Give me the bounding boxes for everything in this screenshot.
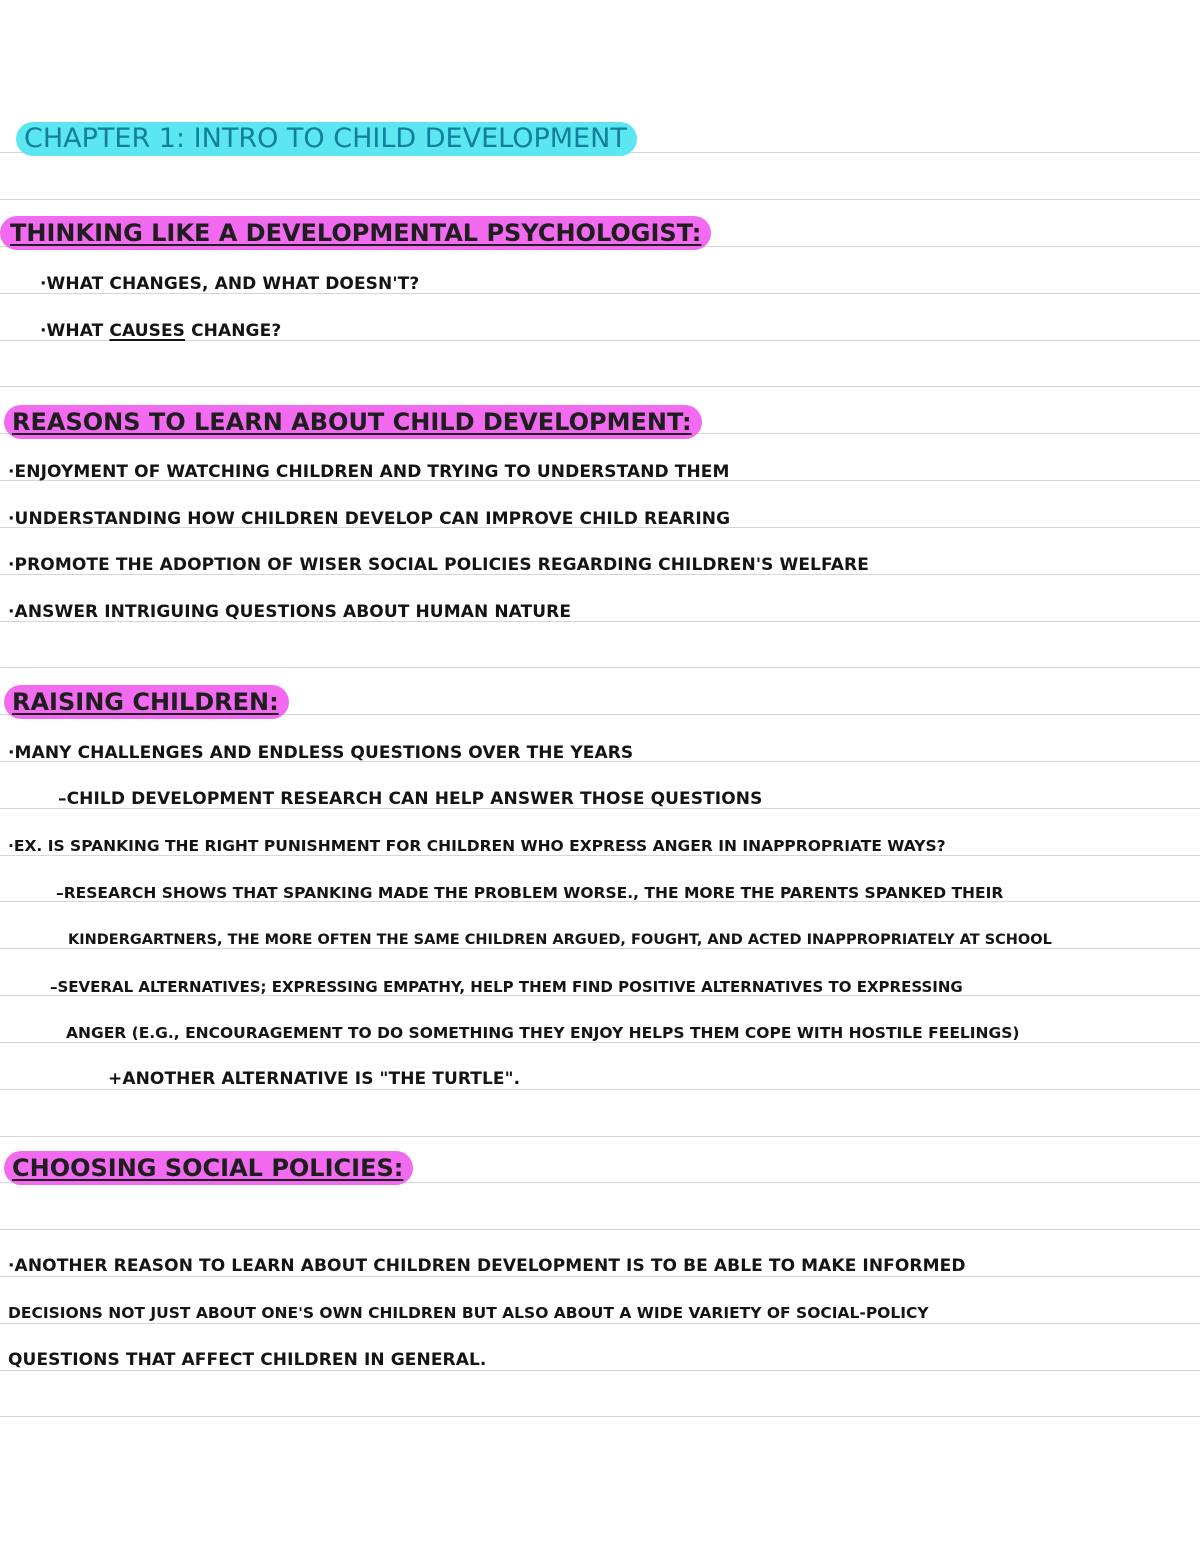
- list-item-text: ·WHAT: [40, 321, 104, 341]
- list-item: [40, 318, 281, 344]
- section-heading-raising: [4, 685, 289, 719]
- list-item-text: CHANGE?: [191, 321, 282, 341]
- note-line: –RESEARCH SHOWS THAT SPANKING MADE THE PROBLEM WORSE., THE MORE THE PARENTS SPANKED THEIR: [56, 884, 1004, 902]
- note-line: –SEVERAL ALTERNATIVES; EXPRESSING EMPATHY, HELP THEM FIND POSITIVE ALTERNATIVES TO EXPRESSING: [50, 978, 963, 996]
- note-line: KINDERGARTNERS, THE MORE OFTEN THE SAME CHILDREN ARGUED, FOUGHT, AND ACTED INAPPROPRIATELY AT SCHOOL: [68, 932, 1052, 948]
- list-item: ·UNDERSTANDING HOW CHILDREN DEVELOP CAN IMPROVE CHILD REARING: [8, 509, 731, 529]
- ruled-line: [0, 1136, 1200, 1137]
- ruled-line: [0, 1416, 1200, 1417]
- note-line: DECISIONS NOT JUST ABOUT ONE'S OWN CHILDREN BUT ALSO ABOUT A WIDE VARIETY OF SOCIAL-POLICY: [8, 1304, 929, 1322]
- chapter-title: CHAPTER 1: INTRO TO CHILD DEVELOPMENT: [16, 122, 637, 156]
- section-heading-policies-text: CHOOSING SOCIAL POLICIES:: [12, 1154, 404, 1182]
- note-line: ·EX. IS SPANKING THE RIGHT PUNISHMENT FOR CHILDREN WHO EXPRESS ANGER IN INAPPROPRIATE WAYS?: [8, 837, 946, 855]
- section-heading-thinking: [0, 216, 711, 250]
- note-line: –CHILD DEVELOPMENT RESEARCH CAN HELP ANSWER THOSE QUESTIONS: [58, 789, 763, 809]
- note-line: +ANOTHER ALTERNATIVE IS "THE TURTLE".: [108, 1069, 521, 1089]
- ruled-line: [0, 199, 1200, 200]
- section-heading-thinking-text: THINKING LIKE A DEVELOPMENTAL PSYCHOLOGIST:: [10, 219, 702, 247]
- section-heading-policies: [4, 1151, 413, 1185]
- underlined-word: CAUSES: [109, 321, 186, 341]
- note-line: ·MANY CHALLENGES AND ENDLESS QUESTIONS OVER THE YEARS: [8, 743, 634, 763]
- ruled-line: [0, 386, 1200, 387]
- note-line: ·ANOTHER REASON TO LEARN ABOUT CHILDREN DEVELOPMENT IS TO BE ABLE TO MAKE INFORMED: [8, 1256, 966, 1276]
- section-heading-reasons: [4, 405, 702, 439]
- list-item: ·ENJOYMENT OF WATCHING CHILDREN AND TRYING TO UNDERSTAND THEM: [8, 462, 730, 482]
- list-item: ·PROMOTE THE ADOPTION OF WISER SOCIAL POLICIES REGARDING CHILDREN'S WELFARE: [8, 555, 869, 575]
- list-item: ·WHAT CHANGES, AND WHAT DOESN'T?: [40, 274, 420, 294]
- ruled-line: [0, 667, 1200, 668]
- section-heading-raising-text: RAISING CHILDREN:: [12, 688, 279, 716]
- note-line: QUESTIONS THAT AFFECT CHILDREN IN GENERAL.: [8, 1350, 487, 1370]
- note-line: ANGER (E.G., ENCOURAGEMENT TO DO SOMETHING THEY ENJOY HELPS THEM COPE WITH HOSTILE FEELINGS): [66, 1024, 1020, 1042]
- ruled-line: [0, 1229, 1200, 1230]
- section-heading-reasons-text: REASONS TO LEARN ABOUT CHILD DEVELOPMENT:: [12, 408, 692, 436]
- list-item: ·ANSWER INTRIGUING QUESTIONS ABOUT HUMAN NATURE: [8, 602, 572, 622]
